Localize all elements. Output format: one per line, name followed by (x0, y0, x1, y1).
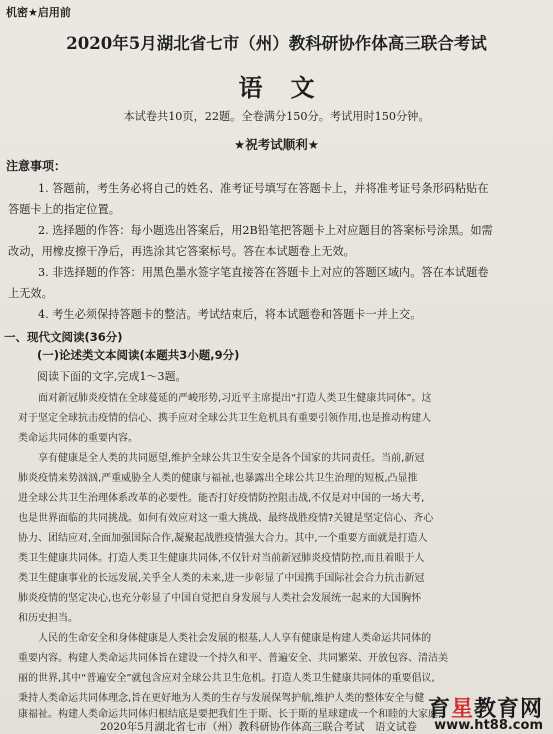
notice-line: 改动，用橡皮擦干净后，再选涂其它答案标号。答在本试题卷上无效。 (8, 245, 355, 258)
section-heading: 一、现代文阅读(36分) (4, 330, 123, 344)
passage-line: 对于坚定全球抗击疫情的信心、携手应对全球公共卫生危机具有重要引领作用,也是推动构建人 (18, 413, 432, 424)
notice-line: 2. 选择题的作答：每小题选出答案后，用2B铅笔把答题卡上对应题目的答案标号涂黑。如需 (38, 224, 493, 237)
passage-line: 和历史担当。 (18, 613, 78, 624)
watermark-logo-text: 育星教育网 (427, 697, 543, 722)
passage-line: 类命运共同体的重要内容。 (18, 433, 138, 444)
notice-title: 注意事项： (6, 159, 67, 173)
notice-line: 3. 非选择题的作答：用黑色墨水签字笔直接答在答题卡上对应的答题区域内。答在本试题卷 (38, 266, 489, 279)
passage-line: 肺炎疫情的坚定决心,也充分彰显了中国自觉把自身发展与人类社会发展统一起来的大国胸怀 (18, 593, 422, 604)
passage-line: 协力、团结应对,全面加强国际合作,凝聚起战胜疫情强大合力。其中,一个重要方面就是打造人 (18, 533, 428, 544)
exam-info: 本试卷共10页，22题。全卷满分150分。考试用时150分钟。 (123, 110, 430, 123)
site-watermark (397, 692, 547, 732)
page-footer: 2020年5月湖北省七市（州）教科研协作体高三联合考试 语文试卷 (100, 721, 417, 733)
good-luck-banner: ★祝考试顺利★ (234, 137, 319, 152)
passage-line: 类卫生健康事业的长远发展,关乎全人类的未来,进一步彰显了中国携手国际社会合力抗击新冠 (18, 573, 425, 584)
watermark-url: www.ht88.com (434, 718, 543, 733)
passage-line: 秉持人类命运共同体理念,旨在更好地为人类的生存与发展保驾护航,维护人类的整体安全与健 (18, 693, 425, 704)
subject-title: 语文 (238, 73, 343, 102)
passage-line: 也是世界面临的共同挑战。如何有效应对这一重大挑战、最终战胜疫情?关键是坚定信心、齐心 (18, 513, 434, 524)
notice-line: 上无效。 (8, 287, 53, 300)
notice-line: 答题卡上的指定位置。 (8, 203, 120, 216)
passage-line: 人民的生命安全和身体健康是人类社会发展的根基,人人享有健康是构建人类命运共同体的 (38, 633, 432, 644)
passage-line: 肺炎疫情来势汹汹,严重威胁全人类的健康与福祉,也暴露出全球公共卫生治理的短板,凸显推 (18, 473, 418, 484)
passage-line: 进全球公共卫生治理体系改革的必要性。能否打好疫情防控阻击战,不仅是对中国的一场大考, (18, 493, 425, 504)
subsection-heading: (一)论述类文本阅读(本题共3小题,9分) (37, 348, 240, 362)
exam-title: 2020年5月湖北省七市（州）教科研协作体高三联合考试 (66, 34, 487, 53)
passage-line: 类卫生健康共同体。打造人类卫生健康共同体,不仅针对当前新冠肺炎疫情防控,而且着眼于人 (18, 553, 425, 564)
confidential-label: 机密★启用前 (6, 6, 71, 19)
notice-line: 4. 考生必须保持答题卡的整洁。考试结束后，将本试题卷和答题卡一并上交。 (38, 308, 422, 321)
passage-line: 丽的世界,其中“普遍安全”就包含应对全球公共卫生危机。打造人类卫生健康共同体的重要倡议, (18, 673, 435, 684)
passage-line: 享有健康是全人类的共同愿望,维护全球公共卫生安全是各个国家的共同责任。当前,新冠 (38, 453, 425, 464)
passage-line: 面对新冠肺炎疫情在全球蔓延的严峻形势,习近平主席提出“打造人类卫生健康共同体”。这 (38, 393, 432, 404)
notice-line: 1. 答题前，考生务必将自己的姓名、准考证号填写在答题卡上，并将准考证号条形码粘贴在 (38, 182, 489, 195)
watermark-star-char: 星 (450, 697, 474, 722)
passage-line: 康福祉。构建人类命运共同体归根结底是要把我们生于斯、长于斯的星球建成一个和睦的大家庭, (18, 709, 442, 720)
passage-line: 重要内容。构建人类命运共同体旨在建设一个持久和平、普遍安全、共同繁荣、开放包容、清洁美 (18, 653, 448, 664)
reading-instruction: 阅读下面的文字,完成1～3题。 (37, 370, 187, 383)
